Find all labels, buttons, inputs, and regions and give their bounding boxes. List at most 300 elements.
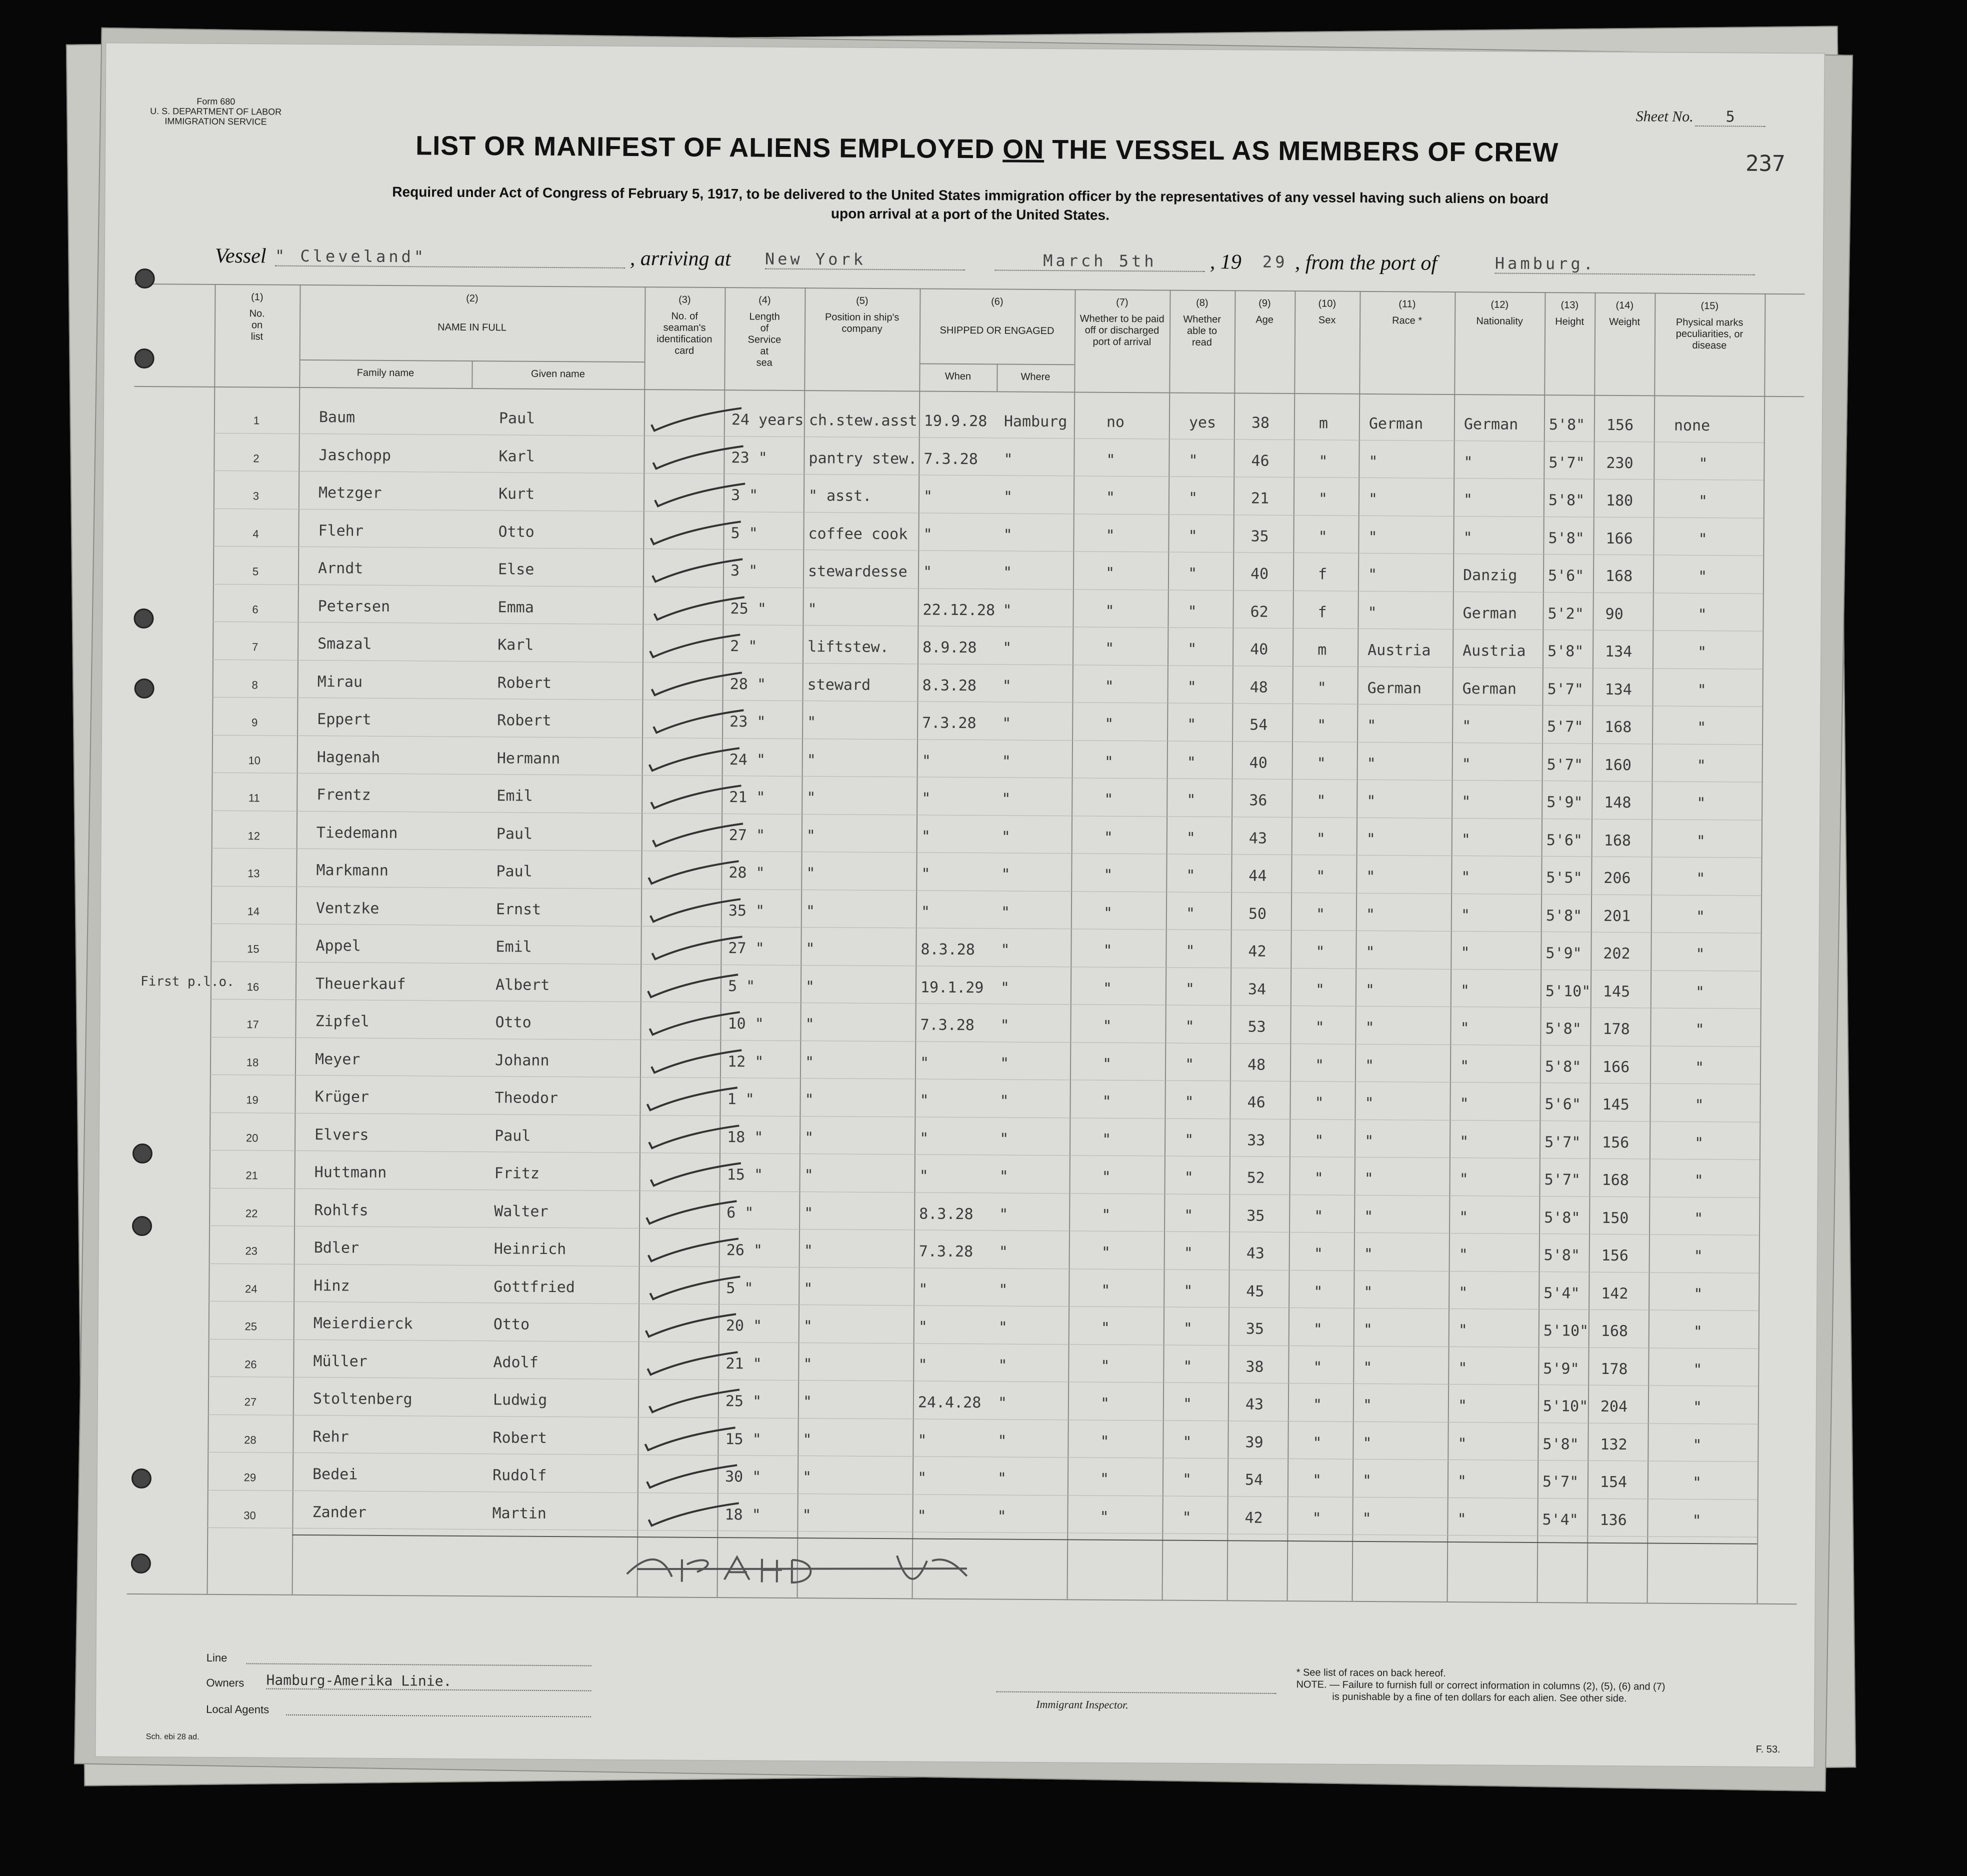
cell-paid-off: " bbox=[1104, 753, 1114, 771]
cell-family: Meyer bbox=[314, 1050, 360, 1068]
cell-paid-off: " bbox=[1101, 1244, 1110, 1262]
cell-when: 24.4.28 bbox=[918, 1394, 982, 1412]
cell-weight: 156 bbox=[1602, 1134, 1630, 1152]
cell-paid-off: no bbox=[1106, 413, 1125, 431]
row-rule bbox=[212, 772, 1762, 782]
cell-paid-off: " bbox=[1100, 1319, 1110, 1337]
column-label: Physical marks peculiarities, or disease bbox=[1676, 316, 1744, 352]
cell-paid-off: " bbox=[1101, 1282, 1110, 1300]
row-rule bbox=[211, 924, 1761, 934]
cell-weight: 90 bbox=[1605, 605, 1624, 623]
row-number: 9 bbox=[252, 716, 258, 729]
column-header-11 bbox=[1360, 298, 1454, 327]
inspector-label: Immigrant Inspector. bbox=[1036, 1698, 1128, 1712]
cell-paid-off: " bbox=[1100, 1357, 1110, 1375]
binder-hole bbox=[134, 678, 154, 698]
cell-position: pantry stew. bbox=[808, 449, 918, 468]
cell-sex: " bbox=[1314, 1207, 1324, 1225]
column-header-12 bbox=[1454, 299, 1544, 328]
cell-when: " bbox=[922, 563, 932, 581]
cell-sex: " bbox=[1313, 1358, 1322, 1376]
cell-family: Tiedemann bbox=[316, 824, 398, 842]
cell-given: Paul bbox=[496, 862, 532, 880]
cell-marks: " bbox=[1698, 530, 1708, 548]
cell-height: 5'10" bbox=[1543, 1322, 1589, 1340]
cell-paid-off: " bbox=[1102, 1017, 1112, 1035]
cell-weight: 134 bbox=[1605, 642, 1632, 661]
column-divider bbox=[1227, 290, 1236, 1600]
cell-family: Markmann bbox=[316, 862, 389, 880]
cell-race: " bbox=[1362, 1472, 1372, 1490]
cell-when: " bbox=[923, 526, 932, 544]
cell-paid-off: " bbox=[1105, 640, 1114, 658]
cell-position: " bbox=[806, 826, 816, 844]
cell-service: 25 " bbox=[730, 600, 766, 618]
column-divider bbox=[292, 284, 301, 1594]
column-label: Position in ship's company bbox=[824, 312, 900, 335]
cell-paid-off: " bbox=[1102, 1168, 1111, 1186]
cell-marks: " bbox=[1693, 1360, 1702, 1378]
cell-sex: f bbox=[1318, 603, 1327, 621]
row-rule bbox=[208, 1490, 1758, 1500]
cell-where: " bbox=[998, 1243, 1008, 1261]
cell-when: " bbox=[920, 1054, 930, 1072]
cell-position: " bbox=[804, 1053, 814, 1071]
cell-nationality: German bbox=[1464, 416, 1518, 434]
row-rule bbox=[208, 1414, 1758, 1424]
cell-sex: f bbox=[1318, 566, 1328, 584]
row-number: 30 bbox=[244, 1508, 256, 1522]
cell-marks: " bbox=[1694, 1172, 1704, 1190]
cell-family: Arndt bbox=[318, 560, 364, 578]
line-field bbox=[246, 1663, 592, 1666]
check-mark-icon bbox=[644, 1500, 744, 1536]
cell-read: " bbox=[1188, 452, 1198, 470]
column-header-13 bbox=[1544, 300, 1594, 328]
cell-position: " bbox=[804, 1242, 813, 1260]
cell-when: " bbox=[918, 1432, 927, 1450]
cell-sex: " bbox=[1313, 1320, 1322, 1338]
cell-height: 5'10" bbox=[1545, 982, 1591, 1000]
column-label: No. of seaman's identification card bbox=[656, 310, 712, 356]
cell-service: 27 " bbox=[728, 940, 764, 958]
cell-age: 33 bbox=[1247, 1132, 1266, 1150]
cell-age: 21 bbox=[1250, 490, 1270, 508]
cell-when: " bbox=[922, 752, 931, 770]
cell-weight: 178 bbox=[1600, 1360, 1628, 1378]
row-rule bbox=[211, 886, 1761, 896]
row-number: 17 bbox=[246, 1018, 259, 1031]
check-mark-icon bbox=[645, 632, 745, 668]
row-rule bbox=[210, 1036, 1760, 1046]
row-number: 28 bbox=[244, 1433, 256, 1446]
cell-position: " bbox=[806, 789, 816, 807]
cell-weight: 145 bbox=[1602, 1096, 1630, 1114]
column-label: NAME IN FULL bbox=[438, 322, 507, 334]
cell-race: " bbox=[1368, 528, 1378, 546]
cell-family: Meierdierck bbox=[313, 1314, 413, 1333]
check-mark-icon bbox=[648, 556, 748, 592]
check-mark-icon bbox=[644, 1387, 744, 1422]
row-number: 13 bbox=[248, 867, 260, 880]
cell-weight: 168 bbox=[1604, 718, 1632, 736]
cell-race: German bbox=[1368, 414, 1424, 433]
cell-marks: " bbox=[1696, 908, 1706, 926]
cell-position: " bbox=[806, 864, 816, 882]
column-subheader: Where bbox=[1020, 371, 1050, 383]
cell-height: 5'7" bbox=[1547, 718, 1584, 736]
cell-nationality: " bbox=[1460, 1095, 1469, 1113]
row-number: 1 bbox=[253, 414, 260, 427]
check-mark-icon bbox=[648, 821, 748, 856]
cell-where: " bbox=[1002, 602, 1012, 620]
cell-marks: " bbox=[1694, 1247, 1703, 1266]
cell-read: " bbox=[1187, 678, 1196, 696]
cell-paid-off: " bbox=[1100, 1394, 1110, 1412]
cell-given: Hermann bbox=[496, 749, 560, 768]
check-mark-icon bbox=[643, 972, 743, 1008]
column-divider bbox=[1647, 292, 1656, 1602]
cell-service: 6 " bbox=[726, 1204, 754, 1222]
cell-race: " bbox=[1368, 566, 1378, 584]
cell-race: " bbox=[1368, 452, 1378, 470]
cell-given: Otto bbox=[493, 1316, 530, 1334]
form-code: F. 53. bbox=[1756, 1744, 1780, 1756]
cell-service: 21 " bbox=[726, 1354, 762, 1373]
cell-where: " bbox=[998, 1280, 1008, 1299]
cell-when: " bbox=[922, 790, 931, 808]
cell-given: Rudolf bbox=[492, 1466, 547, 1484]
row-rule bbox=[210, 1150, 1760, 1160]
column-header-1 bbox=[214, 292, 300, 343]
cell-marks: " bbox=[1696, 945, 1705, 964]
cell-marks: " bbox=[1697, 718, 1706, 737]
cell-race: " bbox=[1366, 943, 1375, 962]
cell-sex: " bbox=[1317, 678, 1326, 696]
cell-given: Robert bbox=[497, 674, 552, 692]
cell-when: 8.9.28 bbox=[922, 638, 977, 657]
check-mark-icon bbox=[642, 1462, 742, 1498]
column-number: (8) bbox=[1196, 297, 1208, 309]
cell-given: Martin bbox=[492, 1504, 547, 1522]
cell-sex: " bbox=[1315, 980, 1325, 998]
cell-service: 15 " bbox=[725, 1430, 762, 1448]
cell-age: 62 bbox=[1250, 603, 1268, 621]
cell-where: " bbox=[1000, 1130, 1009, 1148]
column-label: Height bbox=[1555, 316, 1584, 328]
department-name: U. S. DEPARTMENT OF LABOR bbox=[150, 106, 282, 117]
cell-service: 5 " bbox=[728, 977, 756, 995]
column-number: (1) bbox=[251, 292, 264, 303]
binder-hole bbox=[132, 1468, 152, 1488]
cell-age: 54 bbox=[1244, 1471, 1264, 1489]
row-number: 23 bbox=[245, 1244, 258, 1258]
cell-read: " bbox=[1184, 1093, 1194, 1111]
cell-where: " bbox=[999, 1205, 1008, 1224]
cell-sex: " bbox=[1314, 1132, 1324, 1150]
stamp-number: 237 bbox=[1745, 150, 1786, 177]
cell-sex: " bbox=[1316, 905, 1326, 923]
column-number: (4) bbox=[758, 294, 771, 306]
cell-age: 35 bbox=[1246, 1207, 1265, 1225]
cell-read: " bbox=[1184, 1131, 1194, 1149]
check-mark-icon bbox=[648, 708, 748, 743]
cell-height: 5'8" bbox=[1544, 1058, 1582, 1076]
cell-height: 5'7" bbox=[1544, 1171, 1581, 1189]
cell-height: 5'6" bbox=[1544, 1096, 1581, 1114]
cell-race: " bbox=[1364, 1283, 1373, 1301]
cell-nationality: German bbox=[1462, 604, 1518, 622]
cell-service: 18 " bbox=[727, 1128, 764, 1146]
cell-height: 5'10" bbox=[1542, 1398, 1588, 1416]
cell-marks: none bbox=[1674, 416, 1710, 435]
cell-sex: m bbox=[1318, 641, 1327, 659]
form-number: Form 680 bbox=[196, 96, 236, 107]
year-label: , 19 bbox=[1210, 250, 1242, 274]
row-rule bbox=[212, 622, 1762, 632]
cell-weight: 166 bbox=[1602, 1058, 1630, 1076]
cell-position: " bbox=[806, 751, 816, 769]
cell-where: " bbox=[1002, 714, 1012, 732]
cell-paid-off: " bbox=[1103, 904, 1113, 922]
row-rule bbox=[209, 1263, 1759, 1273]
check-mark-icon bbox=[646, 670, 746, 706]
service-name: IMMIGRATION SERVICE bbox=[164, 116, 267, 127]
cell-where: " bbox=[1002, 564, 1012, 582]
cell-given: Karl bbox=[498, 636, 534, 654]
row-number: 19 bbox=[246, 1094, 258, 1106]
cell-sex: " bbox=[1316, 943, 1325, 961]
cell-nationality: " bbox=[1459, 1208, 1468, 1226]
column-number: (12) bbox=[1490, 299, 1509, 310]
cell-family: Eppert bbox=[317, 710, 372, 728]
document-title: LIST OR MANIFEST OF ALIENS EMPLOYED ON THE VESSEL AS MEMBERS OF CREW bbox=[416, 130, 1559, 168]
cell-race: " bbox=[1363, 1358, 1372, 1376]
cell-nationality: " bbox=[1458, 1284, 1468, 1302]
cell-where: " bbox=[1000, 1054, 1010, 1072]
cell-age: 35 bbox=[1250, 528, 1269, 546]
row-rule bbox=[210, 961, 1760, 971]
cell-age: 48 bbox=[1250, 678, 1268, 696]
cell-paid-off: " bbox=[1103, 942, 1112, 960]
cell-family: Petersen bbox=[318, 597, 390, 616]
column-number: (3) bbox=[678, 294, 691, 306]
cell-when: 7.3.28 bbox=[920, 1016, 975, 1034]
cell-when: " bbox=[918, 1356, 928, 1374]
cell-when: " bbox=[921, 865, 930, 883]
cell-where: " bbox=[1002, 752, 1011, 770]
cell-weight: 166 bbox=[1606, 530, 1633, 548]
cell-position: " asst. bbox=[808, 487, 872, 505]
cell-given: Karl bbox=[498, 447, 535, 466]
column-divider bbox=[1162, 290, 1171, 1600]
cell-weight: 201 bbox=[1603, 907, 1631, 925]
cell-when: 8.3.28 bbox=[919, 1205, 974, 1223]
cell-paid-off: " bbox=[1102, 1206, 1111, 1224]
cell-read: " bbox=[1186, 829, 1196, 847]
row-rule bbox=[213, 546, 1763, 556]
cell-position: ch.stew.asst bbox=[808, 412, 918, 430]
cell-when: 22.12.28 bbox=[922, 601, 996, 619]
cell-sex: " bbox=[1314, 1056, 1324, 1074]
cell-age: 35 bbox=[1246, 1320, 1264, 1338]
cell-service: 25 " bbox=[725, 1392, 762, 1410]
cell-sex: " bbox=[1314, 1245, 1323, 1263]
cell-given: Albert bbox=[495, 976, 550, 994]
column-label: Race * bbox=[1392, 315, 1422, 326]
cell-marks: " bbox=[1696, 870, 1706, 888]
cell-sex: " bbox=[1316, 830, 1326, 848]
cell-marks: " bbox=[1694, 1134, 1704, 1152]
cell-given: Paul bbox=[494, 1126, 531, 1145]
cell-paid-off: " bbox=[1104, 678, 1114, 696]
cell-service: 5 " bbox=[730, 524, 758, 542]
check-mark-icon bbox=[644, 1123, 744, 1158]
cell-given: Ernst bbox=[496, 900, 542, 918]
cell-family: Zipfel bbox=[315, 1012, 370, 1030]
cell-given: Otto bbox=[498, 522, 534, 541]
cell-weight: 132 bbox=[1600, 1436, 1628, 1454]
cell-nationality: " bbox=[1457, 1510, 1466, 1528]
cell-sex: " bbox=[1315, 1018, 1324, 1036]
cell-nationality: " bbox=[1458, 1434, 1467, 1452]
column-header-9 bbox=[1234, 298, 1294, 326]
row-number: 4 bbox=[252, 527, 259, 540]
cell-read: " bbox=[1184, 1168, 1194, 1186]
cell-position: " bbox=[804, 1204, 814, 1222]
cell-sex: " bbox=[1314, 1170, 1324, 1188]
cell-height: 5'6" bbox=[1548, 567, 1584, 585]
column-number: (15) bbox=[1700, 300, 1719, 312]
row-number: 10 bbox=[248, 754, 261, 766]
cell-race: " bbox=[1365, 1018, 1374, 1037]
row-number: 20 bbox=[246, 1131, 258, 1144]
row-rule bbox=[210, 1112, 1760, 1122]
row-rule bbox=[209, 1226, 1759, 1236]
cell-sex: " bbox=[1312, 1509, 1322, 1527]
check-mark-icon bbox=[644, 1010, 744, 1045]
cell-read: " bbox=[1184, 1056, 1194, 1074]
cell-nationality: " bbox=[1457, 1472, 1467, 1490]
cell-where: " bbox=[998, 1356, 1008, 1374]
cell-height: 5'7" bbox=[1548, 454, 1585, 472]
column-label: Whether able to read bbox=[1183, 314, 1222, 348]
cell-where: " bbox=[997, 1470, 1007, 1488]
row-number: 6 bbox=[252, 602, 258, 616]
check-mark-icon bbox=[642, 1085, 742, 1120]
cell-height: 5'4" bbox=[1544, 1284, 1580, 1302]
row-rule bbox=[208, 1338, 1758, 1348]
cell-race: " bbox=[1364, 1245, 1373, 1264]
cell-family: Mirau bbox=[317, 672, 363, 691]
row-number: 18 bbox=[246, 1056, 259, 1068]
cell-height: 5'8" bbox=[1544, 1246, 1580, 1264]
cell-nationality: " bbox=[1462, 793, 1471, 811]
cell-height: 5'5" bbox=[1546, 869, 1582, 887]
cell-family: Smazal bbox=[318, 635, 372, 653]
cell-given: Walter bbox=[494, 1202, 548, 1220]
cell-age: 42 bbox=[1248, 942, 1266, 960]
column-header-14 bbox=[1594, 300, 1654, 328]
cell-position: " bbox=[802, 1468, 812, 1486]
cell-weight: 168 bbox=[1605, 567, 1633, 586]
cell-family: Müller bbox=[313, 1352, 368, 1370]
cell-nationality: Danzig bbox=[1462, 566, 1518, 584]
row-number: 14 bbox=[247, 904, 260, 918]
check-mark-icon bbox=[646, 519, 746, 554]
cell-nationality: German bbox=[1462, 680, 1517, 698]
cell-family: Zander bbox=[312, 1503, 367, 1522]
cell-service: 3 " bbox=[730, 486, 758, 504]
cell-marks: " bbox=[1692, 1512, 1702, 1530]
cell-paid-off: " bbox=[1104, 790, 1114, 808]
cell-race: Austria bbox=[1368, 641, 1431, 660]
cell-position: " bbox=[804, 1091, 814, 1109]
binder-hole bbox=[135, 268, 155, 288]
cell-service: 23 " bbox=[731, 448, 768, 467]
cell-when: 7.3.28 bbox=[918, 1242, 974, 1261]
cell-read: " bbox=[1182, 1395, 1192, 1413]
cell-sex: " bbox=[1318, 452, 1328, 470]
cell-height: 5'8" bbox=[1548, 492, 1585, 510]
cell-where: " bbox=[1000, 978, 1010, 997]
cell-marks: " bbox=[1698, 454, 1708, 472]
cell-sex: " bbox=[1316, 868, 1326, 886]
cell-race: " bbox=[1363, 1320, 1372, 1339]
cell-service: 1 " bbox=[727, 1090, 754, 1108]
local-agents-label: Local Agents bbox=[206, 1702, 270, 1716]
cell-paid-off: " bbox=[1102, 980, 1112, 998]
cell-height: 5'9" bbox=[1546, 944, 1582, 962]
cell-race: German bbox=[1367, 679, 1422, 698]
cell-marks: " bbox=[1698, 606, 1707, 624]
column-subheader: Family name bbox=[356, 367, 414, 379]
cell-paid-off: " bbox=[1102, 1092, 1112, 1110]
check-mark-icon bbox=[644, 858, 744, 894]
column-divider bbox=[1352, 291, 1361, 1601]
cell-height: 5'8" bbox=[1544, 1208, 1580, 1227]
cell-race: " bbox=[1367, 716, 1376, 735]
cell-height: 5'2" bbox=[1548, 604, 1584, 623]
cell-weight: 160 bbox=[1604, 756, 1632, 774]
cell-service: 12 " bbox=[727, 1052, 764, 1071]
cell-given: Gottfried bbox=[494, 1278, 575, 1296]
cell-nationality: " bbox=[1463, 528, 1472, 546]
cell-where: " bbox=[1001, 828, 1011, 846]
document-subtitle: Required under Act of Congress of February 5, 1917, to be delivered to the United States immigration officer by the representatives of any vessel having such aliens on board upon arrival at a port of the United States. bbox=[392, 184, 1549, 223]
column-label: Nationality bbox=[1476, 316, 1523, 327]
cell-height: 5'4" bbox=[1542, 1510, 1578, 1529]
cell-weight: 204 bbox=[1600, 1398, 1628, 1416]
arriving-port: New York bbox=[765, 250, 965, 270]
column-label: Age bbox=[1256, 314, 1274, 326]
row-rule bbox=[214, 508, 1764, 518]
row-number: 26 bbox=[244, 1358, 257, 1370]
from-port-label: , from the port of bbox=[1294, 251, 1438, 275]
check-mark-icon bbox=[642, 1350, 742, 1385]
cell-read: " bbox=[1188, 527, 1198, 545]
cell-race: " bbox=[1364, 1170, 1374, 1188]
cell-where: " bbox=[998, 1318, 1008, 1336]
cell-read: " bbox=[1186, 866, 1196, 884]
check-mark-icon bbox=[644, 1236, 744, 1272]
line-label: Line bbox=[206, 1651, 228, 1664]
cell-race: " bbox=[1364, 1132, 1374, 1150]
check-mark-icon bbox=[646, 1160, 746, 1196]
cell-paid-off: " bbox=[1104, 715, 1114, 733]
cell-weight: 145 bbox=[1602, 982, 1630, 1000]
cell-service: 15 " bbox=[726, 1166, 764, 1184]
